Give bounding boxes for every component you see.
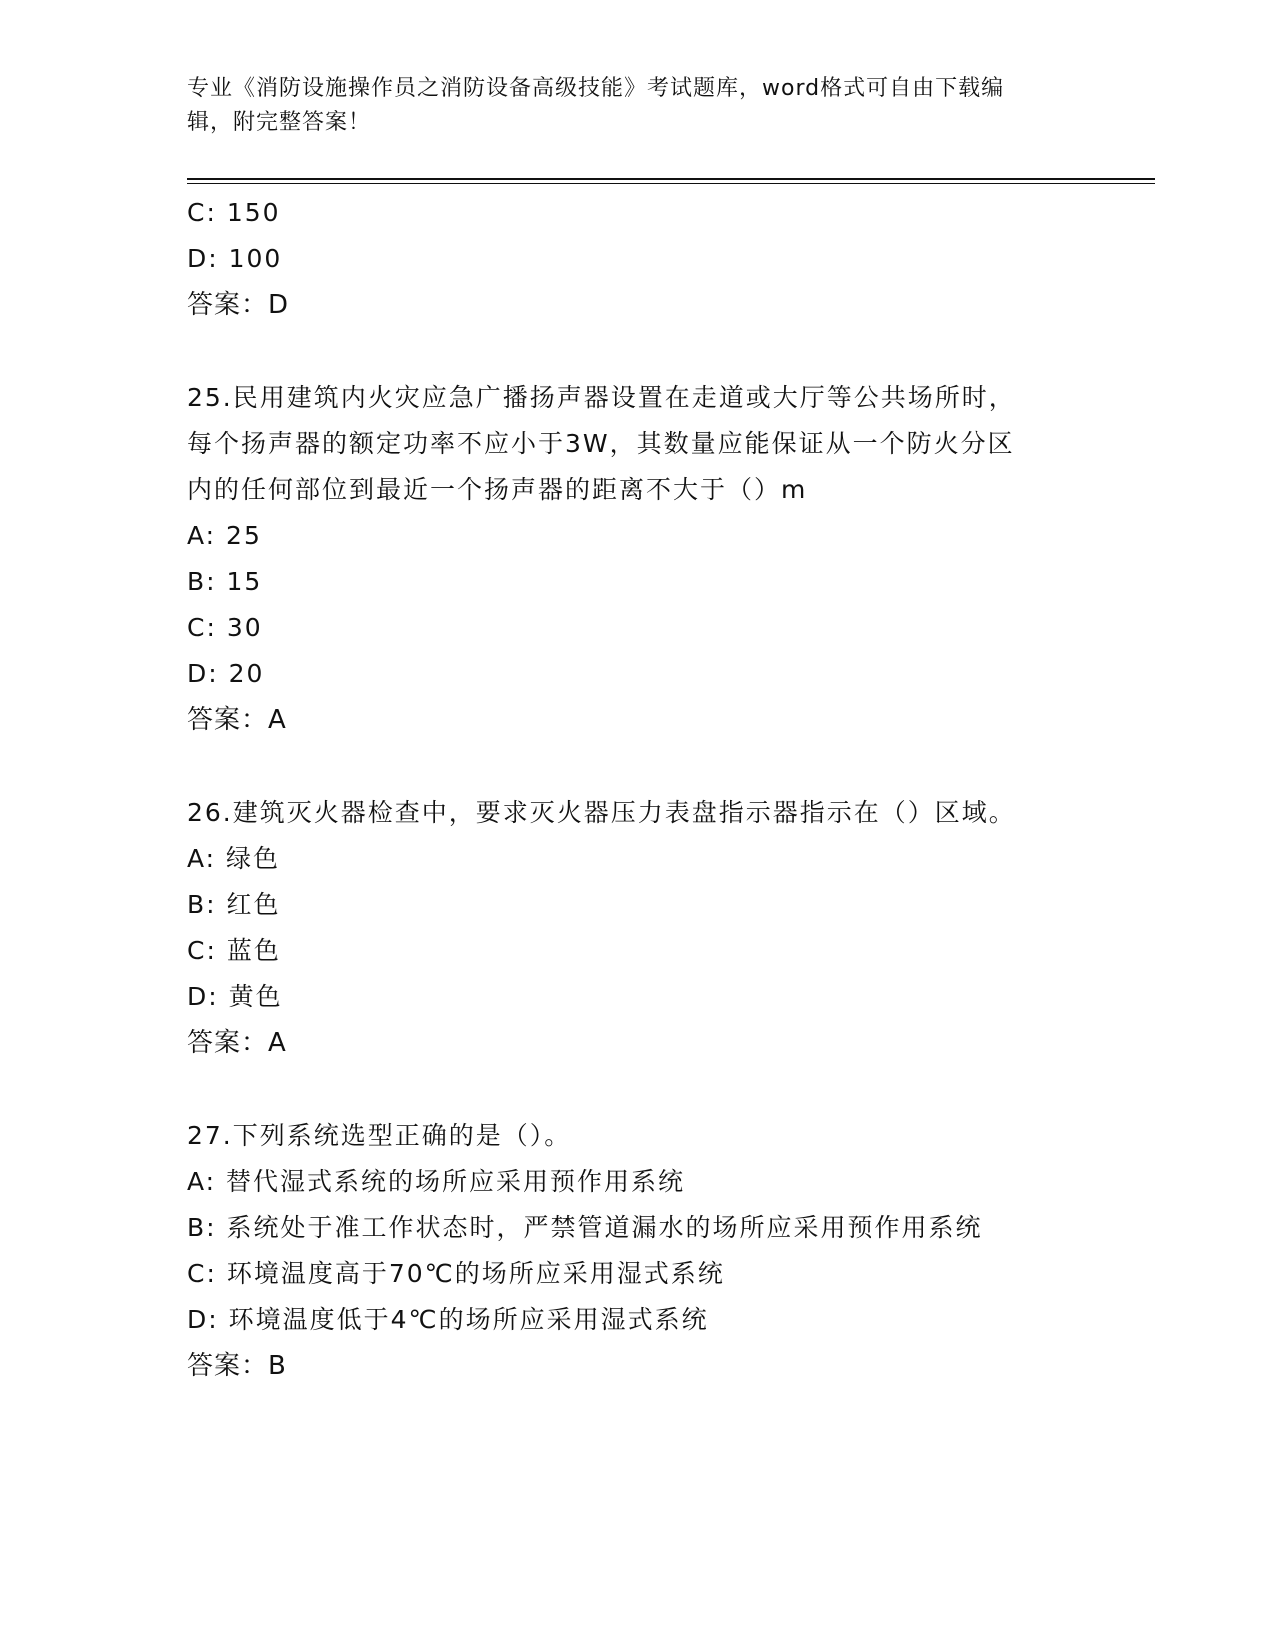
option-d: D: 环境温度低于4℃的场所应采用湿式系统 [187,1305,709,1334]
question-stem-line: 26.建筑灭火器检查中，要求灭火器压力表盘指示器指示在（）区域。 [187,798,1016,827]
option-b: B: 15 [187,567,263,596]
question-stem-line: 27.下列系统选型正确的是（）。 [187,1121,572,1150]
option-b: B: 红色 [187,890,281,919]
option-a: A: 替代湿式系统的场所应采用预作用系统 [187,1167,686,1196]
question-spacer [187,1066,1087,1113]
option-c: C: 150 [187,198,281,227]
answer-line: 答案：B [187,1351,287,1381]
question-spacer [187,743,1087,790]
option-a: A: 25 [187,521,262,550]
option-c: C: 30 [187,613,263,642]
option-a: A: 绿色 [187,844,281,873]
question-block-24 [187,190,1087,328]
option-c: C: 蓝色 [187,936,281,965]
answer-line: 答案：A [187,705,287,735]
header-divider-thin [187,183,1155,184]
document-header [187,72,1067,140]
answer-line: 答案：A [187,1028,287,1058]
question-block-25 [187,375,1087,743]
question-stem-line: 内的任何部位到最近一个扬声器的距离不大于（）m [187,475,808,504]
option-d: D: 20 [187,659,265,688]
header-line-1: 专业《消防设施操作员之消防设备高级技能》考试题库，word格式可自由下载编 [187,76,1005,101]
question-block-27 [187,1113,1087,1389]
question-stem-line: 每个扬声器的额定功率不应小于3W，其数量应能保证从一个防火分区 [187,429,1015,458]
question-stem-line: 25.民用建筑内火灾应急广播扬声器设置在走道或大厅等公共场所时， [187,383,1016,412]
option-d: D: 100 [187,244,283,273]
question-spacer [187,328,1087,375]
option-c: C: 环境温度高于70℃的场所应采用湿式系统 [187,1259,725,1288]
header-line-2: 辑，附完整答案！ [187,110,372,135]
answer-line: 答案：D [187,290,290,320]
question-list [187,190,1087,1389]
question-block-26 [187,790,1087,1066]
option-d: D: 黄色 [187,982,283,1011]
header-divider-thick [187,178,1155,180]
option-b: B: 系统处于准工作状态时，严禁管道漏水的场所应采用预作用系统 [187,1213,983,1242]
